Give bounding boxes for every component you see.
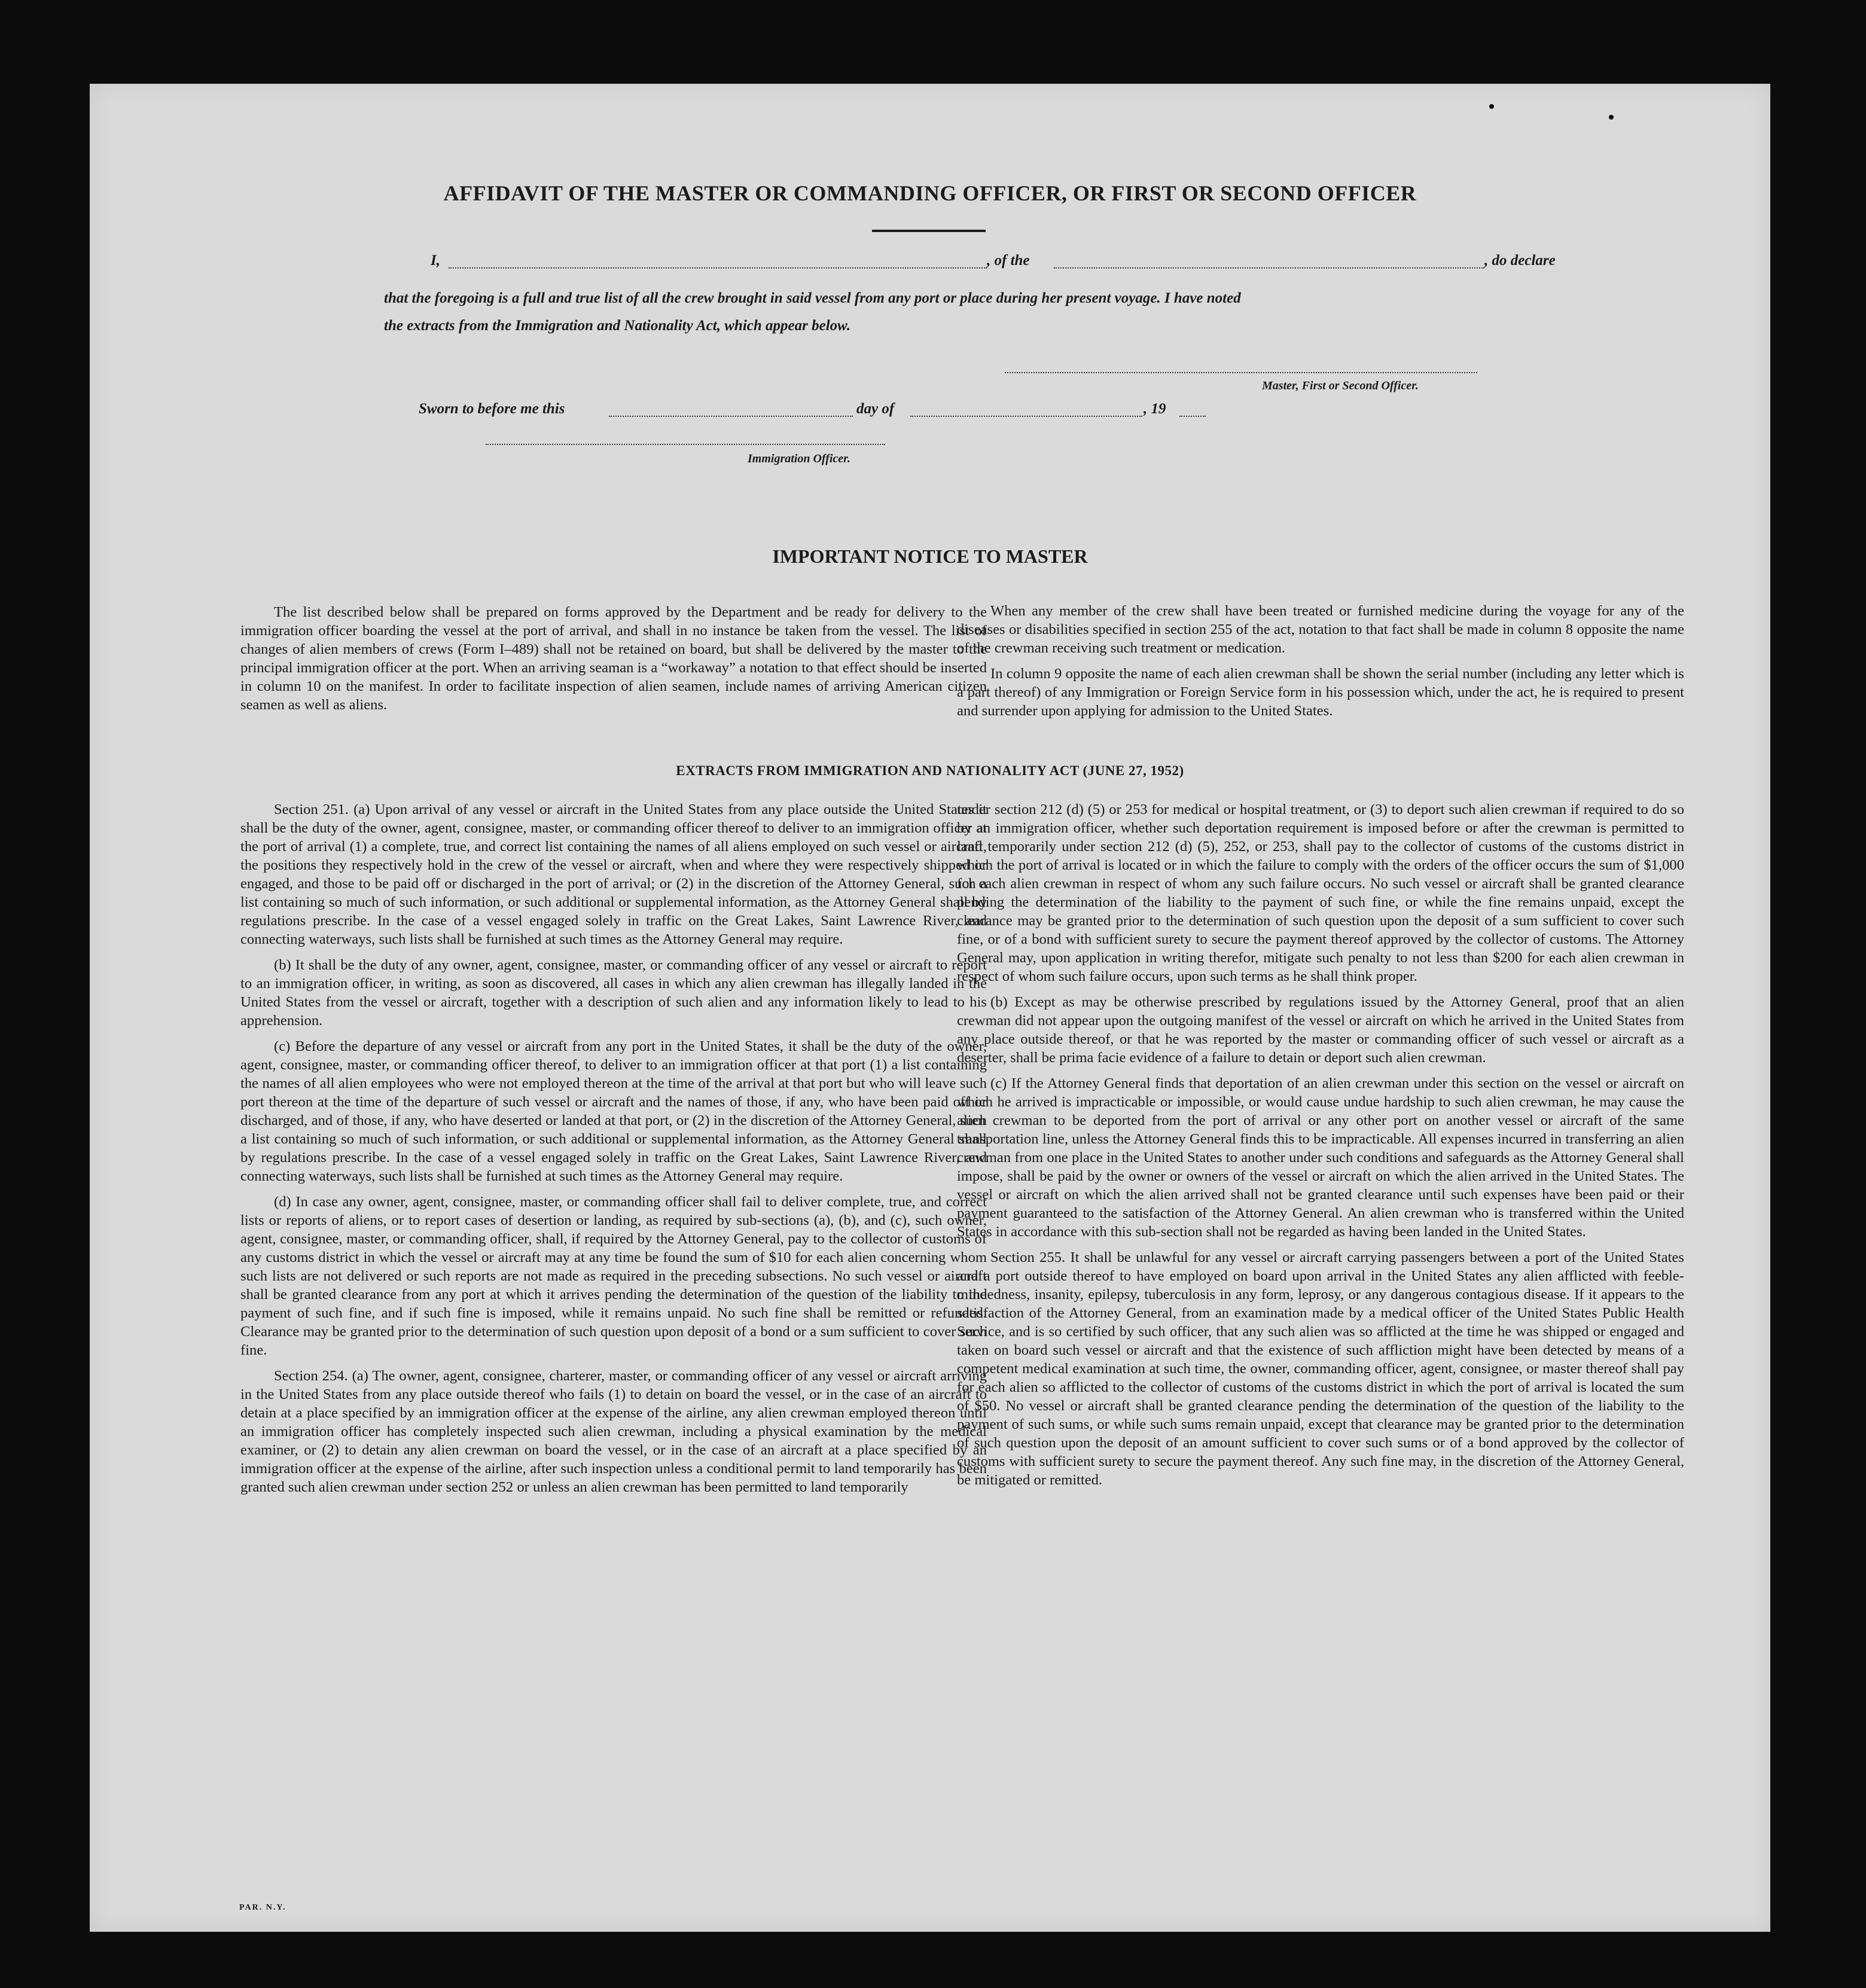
- affidavit-title: AFFIDAVIT OF THE MASTER OR COMMANDING OFFICER, OR FIRST OR SECOND OFFICER: [443, 181, 1417, 205]
- title-underline: [872, 230, 986, 232]
- extracts-right-column: [957, 800, 1684, 1496]
- section-254-a: Section 254. (a) The owner, agent, consignee, charterer, master, or commanding officer of any vessel or aircraft arriving in the United States from any place outside thereof who fails (1) to detain on board the vessel, or in the case of an aircraft to detain at a place specified by an immigration officer at the expense of the airline, any alien crewman employed thereon until an immigration officer has completely inspected such alien crewman, including a physical examination by the medical examiner, or (2) to detain any alien crewman on board the vessel, or in the case of an aircraft at a place specified by an immigration officer at the expense of the airline, after such inspection unless a conditional permit to land temporarily has been granted such alien crewman under section 252 or unless an alien crewman has been permitted to land temporarily: [240, 1368, 987, 1495]
- notice-right-column: [957, 602, 1684, 727]
- i-label: I,: [431, 252, 440, 269]
- statement-line-1: that the foregoing is a full and true list of all the crew brought in said vessel from any port or place during her present voyage. I have noted: [384, 290, 1241, 306]
- extracts-left-column: [240, 800, 987, 1504]
- sworn-label: Sworn to before me this: [419, 401, 565, 417]
- name-blank-line[interactable]: [449, 266, 987, 269]
- document-page: [90, 84, 1770, 1932]
- notice-paragraph: In column 9 opposite the name of each alien crewman shall be shown the serial number (including any letter which is a part thereof) of any Immigration or Foreign Service form in his possession which, under the act, he is required to present and surrender upon applying for admission to the United States.: [957, 666, 1684, 719]
- notice-left-column: [240, 603, 987, 721]
- day-of-label: day of: [856, 401, 895, 417]
- of-the-label: , of the: [987, 252, 1030, 269]
- scan-dot: [1489, 104, 1494, 109]
- do-declare-label: , do declare: [1484, 252, 1556, 269]
- section-251-d: (d) In case any owner, agent, consignee, master, or commanding officer shall fail to deliver complete, true, and correct lists or reports of aliens, or to report cases of desertion or landing, as required by sub-sections (a), (b), and (c), such owner, agent, consignee, master, or commanding officer, shall, if required by the Attorney General, pay to the collector of customs of any customs district in which the vessel or aircraft may at any time be found the sum of $10 for each alien concerning whom such lists are not delivered or such reports are not made as required in the preceding subsections. No such vessel or aircraft shall be granted clearance from any port at which it arrives pending the determination of the question of the liability to the payment of such fine, and if such fine is imposed, while it remains unpaid. No such fine shall be remitted or refunded. Clearance may be granted prior to the determination of such question upon deposit of a bond or a sum sufficient to cover such fine.: [240, 1194, 987, 1358]
- signature-blank-line[interactable]: [1005, 371, 1477, 373]
- officer-signature-blank-line[interactable]: [486, 443, 885, 445]
- section-254-c: (c) If the Attorney General finds that deportation of an alien crewman under this section on the vessel or aircraft on which he arrived is impracticable or impossible, or would cause undue hardship to such alien crewman, he may cause the alien crewman to be deported from the port of arrival or any other port on another vessel or aircraft of the same transportation line, unless the Attorney General finds this to be impracticable. All expenses incurred in transferring an alien crewman from one place in the United States to another under such conditions and safeguards as the Attorney General shall impose, shall be paid by the owner or owners of the vessel or aircraft on which the alien arrived in the United States. The vessel or aircraft on which the alien arrived shall not be granted clearance until such expenses have been paid or their payment guaranteed to the satisfaction of the Attorney General. An alien crewman who is transferred within the United States in accordance with this sub-section shall not be regarded as having been landed in the United States.: [957, 1075, 1684, 1240]
- notice-title: IMPORTANT NOTICE TO MASTER: [772, 545, 1088, 567]
- scan-dot: [1609, 115, 1614, 120]
- notice-paragraph: The list described below shall be prepared on forms approved by the Department and be ready for delivery to the immigration officer boarding the vessel at the port of arrival, and shall in no instance be taken from the vessel. The list of changes of alien members of crews (Form I–489) shall not be retained on board, but shall be delivered by the master to the principal immigration officer at the port. When an arriving seaman is a “workaway” a notation to that effect should be inserted in column 10 on the manifest. In order to facilitate inspection of alien seamen, include names of arriving American citizen seamen as well as aliens.: [240, 604, 987, 713]
- vessel-blank-line[interactable]: [1054, 266, 1484, 269]
- officer-caption: Immigration Officer.: [748, 452, 850, 465]
- extracts-title: EXTRACTS FROM IMMIGRATION AND NATIONALITY ACT (JUNE 27, 1952): [676, 763, 1184, 778]
- section-251-b: (b) It shall be the duty of any owner, agent, consignee, master, or commanding officer of any vessel or aircraft to report to an immigration officer, in writing, as soon as discovered, all cases in which any alien crewman has illegally landed in the United States from the vessel or aircraft, together with a description of such alien and any information likely to lead to his apprehension.: [240, 957, 987, 1029]
- sworn-day-blank-line[interactable]: [609, 414, 853, 417]
- notice-paragraph: When any member of the crew shall have been treated or furnished medicine during the voyage for any of the diseases or disabilities specified in section 255 of the act, notation to that fact shall be made in column 8 opposite the name of the crewman receiving such treatment or medication.: [957, 603, 1684, 656]
- sworn-year-blank-line[interactable]: [1179, 414, 1206, 417]
- printer-mark: PAR. N.Y.: [239, 1903, 286, 1912]
- scan-blot: [1531, 59, 1555, 80]
- section-255: Section 255. It shall be unlawful for any vessel or aircraft carrying passengers between a port of the United States and a port outside thereof to have employed on board upon arrival in the United States any alien afflicted with feeble-mindedness, insanity, epilepsy, tuberculosis in any form, leprosy, or any dangerous contagious disease. If it appears to the satisfaction of the Attorney General, from an examination made by a medical officer of the United States Public Health Service, and is so certified by such officer, that any such alien was so afflicted at the time he was shipped or engaged and taken on board such vessel or aircraft and that the existence of such affliction might have been detected by means of a competent medical examination at such time, the owner, commanding officer, agent, consignee, or master thereof shall pay for each alien so afflicted to the collector of customs of the customs district in which the port of arrival is located the sum of $50. No vessel or aircraft shall be granted clearance pending the determination of the question of the liability to the payment of such sums, or while such sums remain unpaid, except that clearance may be granted prior to the determination of such question upon the deposit of an amount sufficient to cover such sums or of a bond approved by the collector of customs with sufficient surety to secure the payment thereof. Any such fine may, in the discretion of the Attorney General, be mitigated or remitted.: [957, 1249, 1684, 1488]
- section-251-c: (c) Before the departure of any vessel or aircraft from any port in the United States, it shall be the duty of the owner, agent, consignee, master, or commanding officer thereof, to deliver to an immigration officer at that port (1) a list containing the names of all alien employees who were not employed thereon at the time of the arrival at that port but who will leave such port thereon at the time of the departure of such vessel or aircraft and the names of those, if any, who have been paid off or discharged, and of those, if any, who have deserted or landed at that port, or (2) in the discretion of the Attorney General, such a list containing so much of such information, or such additional or supplemental information, as the Attorney General shall by regulations prescribe. In the case of a vessel engaged solely in traffic on the Great Lakes, Saint Lawrence River, and connecting waterways, such lists shall be furnished at such times as the Attorney General may require.: [240, 1038, 987, 1184]
- section-254-a-continued: under section 212 (d) (5) or 253 for medical or hospital treatment, or (3) to deport such alien crewman if required to do so by an immigration officer, whether such deportation requirement is imposed before or after the crewman is permitted to land temporarily under section 212 (d) (5), 252, or 253, shall pay to the collector of customs of the customs district in which the port of arrival is located or in which the failure to comply with the orders of the officer occurs the sum of $1,000 for each alien crewman in respect of whom any such failure occurs. No such vessel or aircraft shall be granted clearance pending the determination of the liability to the payment of such fine, or while the fine remains unpaid, except the clearance may be granted prior to the determination of such question upon the deposit of a sum sufficient to cover such fine, or of a bond with sufficient surety to secure the payment thereof approved by the collector of customs. The Attorney General may, upon application in writing therefor, mitigate such penalty to not less than $200 for each alien crewman in respect of whom such failure occurs, upon such terms as he shall think proper.: [957, 801, 1684, 984]
- sworn-month-blank-line[interactable]: [910, 414, 1142, 417]
- statement-line-2: the extracts from the Immigration and Nationality Act, which appear below.: [384, 318, 851, 334]
- section-251-a: Section 251. (a) Upon arrival of any vessel or aircraft in the United States from any place outside the United States it shall be the duty of the owner, agent, consignee, master, or commanding officer thereof to deliver to an immigration officer at the port of arrival (1) a complete, true, and correct list containing the names of all aliens employed on such vessel or aircraft, the positions they respectively hold in the crew of the vessel or aircraft, when and where they were respectively shipped or engaged, and those to be paid off or discharged in the port of arrival; or (2) in the discretion of the Attorney General, such a list containing so much of such information, or such additional or supplemental information, as the Attorney General shall by regulations prescribe. In the case of a vessel engaged solely in traffic on the Great Lakes, Saint Lawrence River, and connecting waterways, such lists shall be furnished at such times as the Attorney General may require.: [240, 801, 987, 947]
- year-label: , 19: [1144, 401, 1166, 417]
- section-254-b: (b) Except as may be otherwise prescribed by regulations issued by the Attorney General, proof that an alien crewman did not appear upon the outgoing manifest of the vessel or aircraft on which he arrived in the United States from any place outside thereof, or that he was reported by the master or commanding officer of such vessel or aircraft as a deserter, shall be prima facie evidence of a failure to detain or deport such alien crewman.: [957, 994, 1684, 1066]
- affidavit-statement: [384, 285, 1580, 340]
- signature-caption: Master, First or Second Officer.: [1262, 379, 1419, 392]
